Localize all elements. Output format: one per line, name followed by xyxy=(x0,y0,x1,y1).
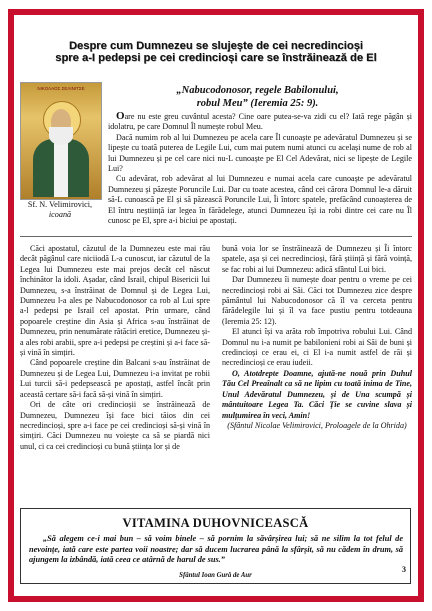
page-number: 3 xyxy=(402,565,406,574)
quote-head-line-1: „Nabucodonosor, regele Babilonului, xyxy=(176,85,339,96)
vitamina-quote xyxy=(29,534,403,566)
intro-paragraph-2: Dacă numim rob al lui Dumnezeu pe acela care Îl cunoaște pe adevăratul Dumnezeu și se lipește cu toată puterea de Legile Lui, cum mai putem numi atunci cu același nume de rob al lui Dumnezeu și pe cel care nici nu-L cunoaște pe El Cel Adevărat, nici se lipește de Legile Lui? xyxy=(108,132,412,174)
quote-heading xyxy=(110,84,405,110)
vitamina-title: VITAMINA DUHOVNICEASCĂ xyxy=(122,516,309,530)
intro-p1-text: are nu este greu cuvântul acesta? Cine oare putea-se-va zidi cu el? Iată rege păgân și idolatru, pe care Domnul Îl numește robul Meu. xyxy=(108,112,412,132)
right-paragraph-1: bună voia lor se înstrăinează de Dumnezeu și Îi întorc spatele, așa și cei necredincioși, fără știință și fără voință, se fac robi ai lui Dumnezeu: adică sfântul Lui bici. xyxy=(222,244,412,274)
icon-banner: ΝΙΚΟΛΑΟΣ ΣΕΛΙΝΙΤΣΕ xyxy=(37,86,85,91)
left-column xyxy=(20,244,210,452)
stole-shape xyxy=(54,141,68,197)
section-divider xyxy=(20,236,412,237)
left-paragraph-1: Căci apostatul, căzutul de la Dumnezeu este mai rău decât păgânul care niciiodă L-a cunoscut, iar căzutul de la Legea lui Dumnezeu este mai prejos decât cel născut închinător la idoli. Așadar, când Israil, chipul Bisericii lui Dumnezeu, s-a înstrăinat de Domnul și de Legea Lui, Dumnezeu l-a ales pe Nabucodonosor ca rob al Lui spre a-l pedepsi pe Israil cel apostat. Prin urmare, când popoarele creștine din Asia și Africa s-au înstrăinat de Dumnezeu, prin nenumărate rătăciri eretice, Dumnezeu și-a ales robi arabii, spre a-i pedepsi pe creștini și a-i face să-și vină în simțiri. xyxy=(20,244,210,358)
page-title xyxy=(20,40,412,64)
right-paragraph-3: El atunci își va arăta rob împotriva robului Lui. Când Domnul nu i-a numit pe babilonieni robi ai Săi de buni și credincioși ce erau ei, ci El i-a numit astfel de răi și necredincioși ce erau iudeii. xyxy=(222,327,412,368)
prayer-text: O, Atotdrepte Doamne, ajută-ne nouă prin Duhul Tău Cel Preaînalt ca să ne lipim cu toată inima de Tine, Unul Adevăratul Dumnezeu, și de Una scumpă și mântuitoare Legea Ta. Căci Ție se cuvine slava și mulțumirea în veci, Amin! xyxy=(222,368,412,420)
vitamina-quote-text: „Să alegem ce-i mai bun – să voim binele – să pornim la săvârșirea lui; să ne silim la tot felul de nevoințe, iată care este partea voii noastre; dar să ducem lucrarea până la sfârșit, să nu cădem în drum, să ajungem la izbândă, iată ceea ce atârnă de harul de sus.” xyxy=(29,534,403,565)
icon-caption xyxy=(20,200,100,220)
right-column xyxy=(222,244,412,431)
intro-text xyxy=(108,111,412,226)
title-line-2: spre a-I pedepsi pe cei credincioși care se înstrăinează de El xyxy=(55,52,377,64)
intro-paragraph-1 xyxy=(108,111,412,133)
drop-letter: O xyxy=(116,110,125,122)
vitamina-signature: Sfântul Ioan Gură de Aur xyxy=(179,572,252,579)
caption-line-1: Sf. N. Velimirovici, xyxy=(27,200,93,209)
quote-head-line-2: robul Meu” (Ieremia 25: 9). xyxy=(196,98,319,109)
beard-shape xyxy=(49,127,73,145)
source-citation: (Sfântul Nicolae Velimirovici, Proloagele de la Ohrida) xyxy=(227,420,407,430)
saint-icon-image xyxy=(20,82,102,200)
right-paragraph-2: Dar Dumnezeu îi numește doar pentru o vreme pe cei necredincioși robi ai Săi. Căci tot Dumnezeu zice despre pământul lui Nabucodonosor că îl va cerceta pentru fărădelegile lui și îl va face pustiu pentru totdeauna (Ieremia 25: 12). xyxy=(222,275,412,326)
title-line-1: Despre cum Dumnezeu se slujește de cei necredincioși xyxy=(68,40,364,52)
intro-paragraph-3: Cu adevărat, rob adevărat al lui Dumnezeu e numai acela care cunoaște pe adevăratul Dumnezeu și păzește Poruncile Lui. Dar cu toate acestea, când cei cărora Domnul le-a dăruit să-L cunoască pe El și să păzească Poruncile Lui, Îi întorc spatele, prefăcând cunoașterea de El întru neștiință iar legea în fărădelege, atunci Dumnezeu își ia robi dintre cei care nu Îl cunosc pe El, spre a-i biciui pe apostați. xyxy=(108,174,412,226)
vitamina-box xyxy=(20,508,411,584)
left-paragraph-3: Ori de câte ori credincioșii se înstrăinează de Dumnezeu, Dumnezeu își face bici tăios din cei necredincioși, spre a-i face pe cei credincioși să-și vină în simțiri. Căci Dumnezeu nu voiește ca să se piardă nici unul, ci ca cei credincioși cu bună știința lor și de xyxy=(20,400,210,451)
left-paragraph-2: Când popoarele creștine din Balcani s-au înstrăinat de Dumnezeu și de Legea Lui, Dumnezeu i-a invitat pe robii Lui turcii să-i pedepsească pe apostați, astfel încât prin această certare să-i facă să-și vină în simțiri. xyxy=(20,358,210,399)
caption-line-2: icoană xyxy=(48,210,72,219)
